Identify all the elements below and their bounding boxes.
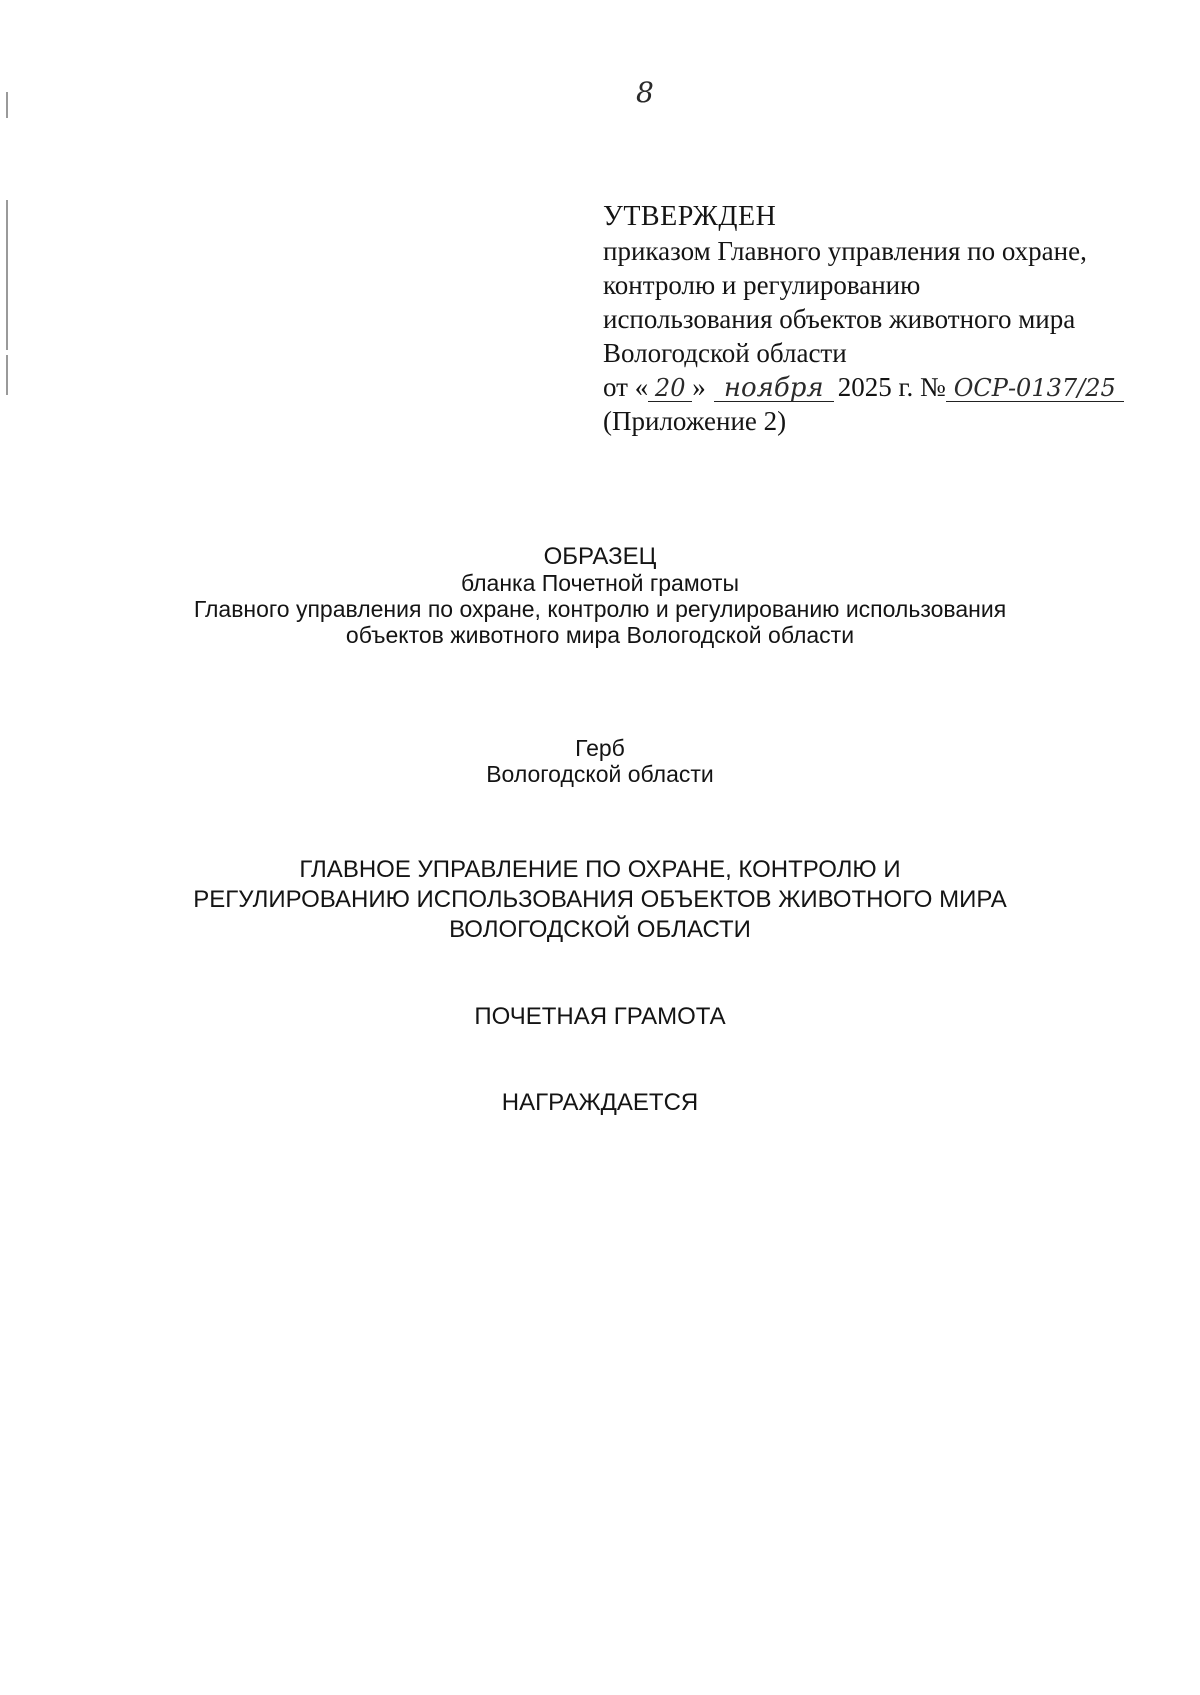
certificate-title-text: ПОЧЕТНАЯ ГРАМОТА: [474, 1003, 726, 1030]
sample-title: ОБРАЗЕЦ: [543, 543, 657, 570]
awarded-label: [0, 1090, 1200, 1116]
awarded-label-text: НАГРАЖДАЕТСЯ: [501, 1089, 699, 1116]
agency-line: РЕГУЛИРОВАНИЮ ИСПОЛЬЗОВАНИЯ ОБЪЕКТОВ ЖИВОТНОГО МИРА: [193, 886, 1007, 913]
page-number: 8: [636, 76, 654, 109]
handwritten-day: 20: [648, 375, 692, 402]
scan-edge-mark: [6, 355, 8, 395]
coat-of-arms-label: Герб: [575, 735, 625, 761]
approval-heading: УТВЕРЖДЕН: [603, 201, 777, 232]
sample-line: объектов животного мира Вологодской области: [345, 622, 855, 648]
approval-appendix: (Приложение 2): [603, 406, 787, 436]
sample-line: Главного управления по охране, контролю и регулированию использования: [193, 596, 1007, 622]
handwritten-doc-number: ОСР-0137/25: [946, 375, 1124, 402]
agency-line: ВОЛОГОДСКОЙ ОБЛАСТИ: [449, 916, 751, 943]
scan-edge-mark: [6, 200, 8, 350]
approval-stamp-block: [603, 200, 1163, 438]
agency-line: ГЛАВНОЕ УПРАВЛЕНИЕ ПО ОХРАНЕ, КОНТРОЛЮ И: [299, 856, 901, 883]
sample-line: бланка Почетной грамоты: [460, 570, 740, 596]
coat-of-arms-region: Вологодской области: [486, 761, 714, 787]
sample-block: [0, 544, 1200, 648]
date-day-close: »: [692, 372, 706, 402]
approval-line: приказом Главного управления по охране,: [603, 236, 1087, 266]
handwritten-month: ноября: [714, 375, 834, 402]
approval-line: использования объектов животного мира: [603, 304, 1076, 334]
date-prefix: от «: [603, 372, 649, 402]
date-year: 2025 г. №: [837, 372, 946, 402]
certificate-title: [0, 1004, 1200, 1030]
approval-line: контролю и регулированию: [603, 270, 921, 300]
agency-name-block: [0, 855, 1200, 945]
approval-date-line: [603, 370, 1163, 404]
scan-edge-mark: [6, 92, 8, 118]
coat-of-arms-placeholder: [0, 735, 1200, 787]
approval-line: Вологодской области: [603, 338, 847, 368]
